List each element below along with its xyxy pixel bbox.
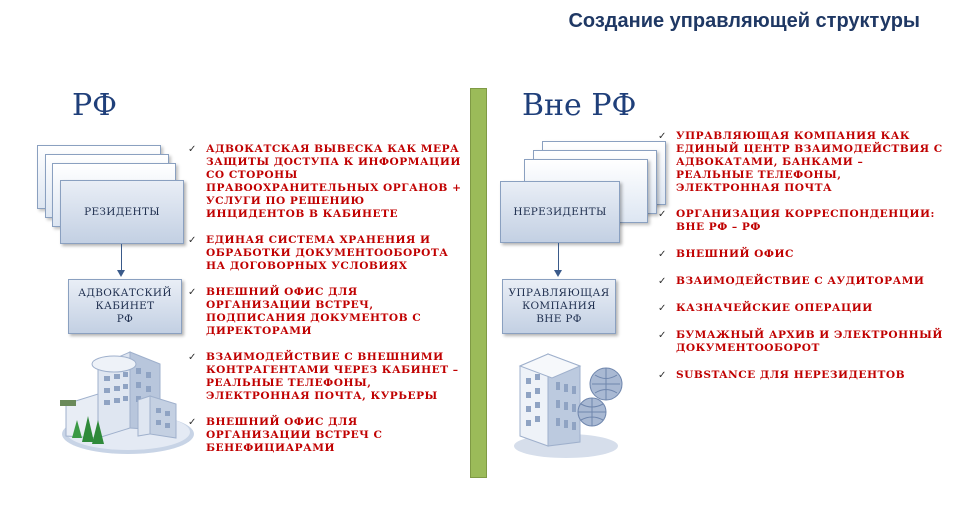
check-icon: ✓	[658, 276, 667, 287]
list-item	[655, 130, 945, 195]
bullet-text: КАЗНАЧЕЙСКИЕ ОПЕРАЦИИ	[676, 302, 873, 314]
check-icon: ✓	[658, 303, 667, 314]
arrow-head	[117, 270, 125, 277]
check-icon: ✓	[188, 287, 197, 298]
page-title: Создание управляющей структуры	[568, 10, 920, 32]
list-item	[655, 248, 945, 261]
left-heading: РФ	[72, 88, 118, 123]
list-item	[185, 416, 467, 455]
nonresidents-box	[500, 181, 620, 243]
bullet-text: ВНЕШНИЙ ОФИС ДЛЯ ОРГАНИЗАЦИИ ВСТРЕЧ, ПОДПИСАНИЯ ДОКУМЕНТОВ С ДИРЕКТОРАМИ	[206, 286, 422, 337]
list-item	[655, 369, 945, 382]
list-item	[185, 351, 467, 403]
bullet-text: УПРАВЛЯЮЩАЯ КОМПАНИЯ КАК ЕДИНЫЙ ЦЕНТР ВЗАИМОДЕЙСТВИЯ С АДВОКАТАМИ, БАНКАМИ – РЕАЛЬНЫЕ ТЕЛЕФОНЫ, ЭЛЕКТРОННАЯ ПОЧТА	[676, 130, 943, 194]
center-divider	[470, 88, 487, 478]
law-office-box	[68, 279, 182, 334]
building-with-globes-icon	[508, 338, 638, 462]
law-office-label: АДВОКАТСКИЙ КАБИНЕТ РФ	[78, 287, 172, 325]
list-item	[185, 143, 467, 221]
check-icon: ✓	[658, 249, 667, 260]
list-item	[655, 329, 945, 355]
residents-label: РЕЗИДЕНТЫ	[84, 205, 160, 218]
list-item	[185, 234, 467, 273]
check-icon: ✓	[658, 330, 667, 341]
bullet-text: ВНЕШНИЙ ОФИС ДЛЯ ОРГАНИЗАЦИИ ВСТРЕЧ С БЕНЕФИЦИАРАМИ	[206, 416, 383, 454]
bullet-text: БУМАЖНЫЙ АРХИВ И ЭЛЕКТРОННЫЙ ДОКУМЕНТООБОРОТ	[676, 329, 943, 354]
residents-box	[60, 180, 184, 244]
nonresidents-to-company-arrow	[558, 243, 559, 270]
check-icon: ✓	[188, 352, 197, 363]
bullet-text: SUBSTANCE ДЛЯ НЕРЕЗИДЕНТОВ	[676, 369, 906, 381]
list-item	[655, 302, 945, 315]
bullet-text: ВНЕШНИЙ ОФИС	[676, 248, 794, 260]
check-icon: ✓	[188, 144, 197, 155]
left-bullet-list	[185, 143, 467, 455]
check-icon: ✓	[658, 370, 667, 381]
residents-to-office-arrow	[121, 244, 122, 270]
list-item	[655, 208, 945, 234]
bullet-text: ВЗАИМОДЕЙСТВИЕ С АУДИТОРАМИ	[676, 275, 925, 287]
nonresidents-label: НЕРЕЗИДЕНТЫ	[513, 205, 607, 218]
management-company-label: УПРАВЛЯЮЩАЯ КОМПАНИЯ ВНЕ РФ	[508, 287, 610, 325]
arrow-head	[554, 270, 562, 277]
management-company-box	[502, 279, 616, 334]
check-icon: ✓	[658, 131, 667, 142]
list-item	[185, 286, 467, 338]
check-icon: ✓	[188, 235, 197, 246]
bullet-text: ЕДИНАЯ СИСТЕМА ХРАНЕНИЯ И ОБРАБОТКИ ДОКУМЕНТООБОРОТА НА ДОГОВОРНЫХ УСЛОВИЯХ	[206, 234, 449, 272]
right-heading: Вне РФ	[522, 88, 637, 123]
bullet-text: АДВОКАТСКАЯ ВЫВЕСКА КАК МЕРА ЗАЩИТЫ ДОСТУПА К ИНФОРМАЦИИ СО СТОРОНЫ ПРАВООХРАНИТЕЛЬНЫХ ОРГАНОВ + УСЛУГИ ПО РЕШЕНИЮ ИНЦИДЕНТОВ В КАБИНЕТЕ	[206, 143, 462, 220]
bullet-text: ОРГАНИЗАЦИЯ КОРРЕСПОНДЕНЦИИ: ВНЕ РФ – РФ	[676, 208, 935, 233]
list-item	[655, 275, 945, 288]
check-icon: ✓	[658, 209, 667, 220]
office-building-icon	[52, 338, 198, 458]
right-bullet-list	[655, 130, 945, 382]
check-icon: ✓	[188, 417, 197, 428]
bullet-text: ВЗАИМОДЕЙСТВИЕ С ВНЕШНИМИ КОНТРАГЕНТАМИ ЧЕРЕЗ КАБИНЕТ – РЕАЛЬНЫЕ ТЕЛЕФОНЫ, ЭЛЕКТРОННАЯ ПОЧТА, КУРЬЕРЫ	[206, 351, 459, 402]
